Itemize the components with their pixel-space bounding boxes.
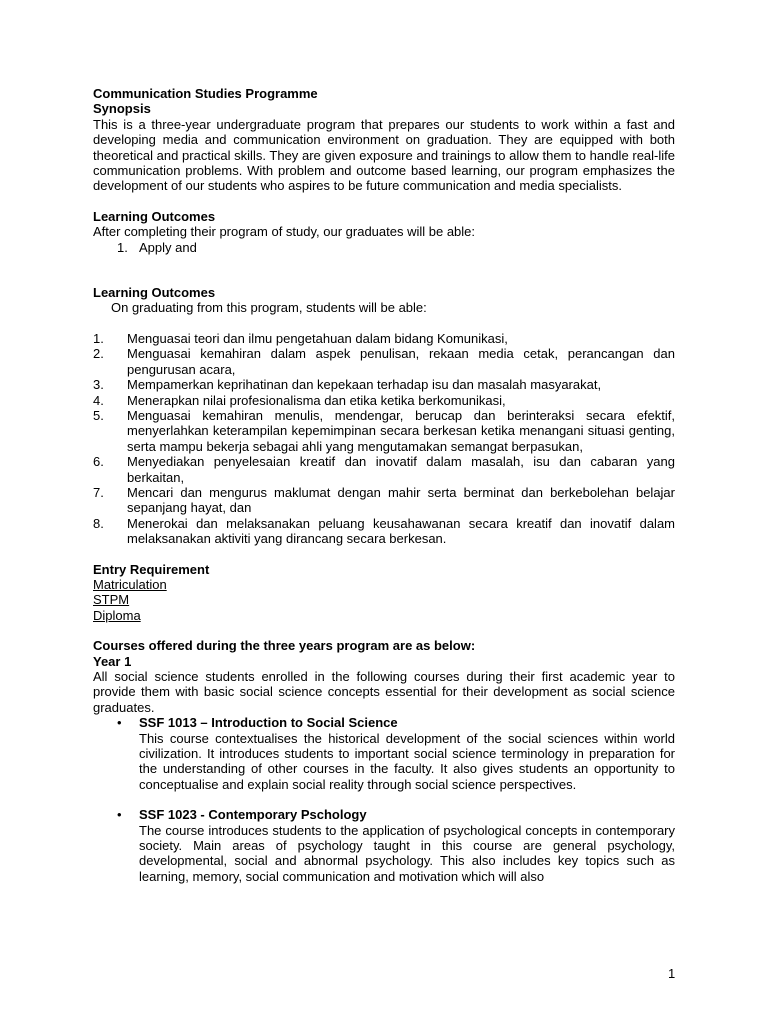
document-page	[93, 86, 675, 884]
list-number: 1.	[117, 239, 128, 255]
entry-requirement-heading: Entry Requirement	[93, 561, 210, 577]
year-intro: All social science students enrolled in the following courses during their first academic year to provide them with basic social science concepts essential for their development as social science graduates.	[93, 669, 675, 715]
learning-outcomes-heading-2: Learning Outcomes	[93, 285, 216, 301]
list-item-text: Mempamerkan keprihatinan dan kepekaan terhadap isu dan masalah masyarakat,	[127, 377, 602, 393]
course-description: The course introduces students to the application of psychological concepts in contemporary society. Main areas of psychology taught in this course are general psychology, developmental, social and abnormal psychology. This also includes key topics such as learning, memory, social communication and motivation which will also	[139, 822, 675, 884]
list-item-text: Mencari dan mengurus maklumat dengan mahir serta berminat dan berkebolehan belajar sepanjang hayat, dan	[127, 484, 675, 516]
list-number: 6.	[93, 454, 104, 470]
list-number: 1.	[93, 330, 104, 346]
list-item	[93, 331, 675, 346]
course-list	[93, 715, 675, 884]
list-number: 4.	[93, 392, 104, 408]
list-number: 5.	[93, 407, 104, 423]
list-item-text: Menerapkan nilai profesionalisma dan etika ketika berkomunikasi,	[127, 392, 506, 408]
bullet-icon: •	[117, 715, 122, 731]
list-item	[93, 393, 675, 408]
page-number: 1	[668, 966, 676, 981]
course-item	[93, 807, 675, 884]
synopsis-heading: Synopsis	[93, 101, 151, 117]
learning-outcomes-list-1	[93, 240, 675, 255]
course-item	[93, 715, 675, 792]
course-description: This course contextualises the historical development of the social sciences within world civilization. It introduces students to important social science terminology in preparation for the understanding of other courses in the faculty. It also gives students an opportunity to conceptualise and explain social reality through social science perspectives.	[139, 730, 675, 792]
learning-outcomes-list-2	[93, 331, 675, 547]
list-item-text: Menguasai kemahiran menulis, mendengar, berucap dan berinteraksi secara efektif, menyerlahkan keterampilan kepemimpinan secara berkesan ketika menangani situasi genting, serta mampu bekerja sebagai ahli yang mengutamakan semangat berpasukan,	[127, 407, 675, 454]
synopsis-text: This is a three-year undergraduate program that prepares our students to work within a fast and developing media and communication environment on graduation. They are equipped with both theoretical and practical skills. They are given exposure and trainings to allow them to handle real-life communication problems. With problem and outcome based learning, our program emphasizes the development of our students who aspires to be future communication and media specialists.	[93, 116, 675, 194]
list-item-text: Menerokai dan melaksanakan peluang keusahawanan secara kreatif dan inovatif dalam melaksanakan aktiviti yang dirancang secara berkesan.	[127, 515, 675, 547]
list-number: 7.	[93, 484, 104, 500]
link-diploma[interactable]: Diploma	[93, 607, 141, 623]
list-item	[93, 377, 675, 392]
bullet-icon: •	[117, 807, 122, 823]
list-item-text: Menguasai teori dan ilmu pengetahuan dalam bidang Komunikasi,	[127, 330, 508, 346]
list-number: 2.	[93, 346, 104, 362]
list-item	[93, 516, 675, 547]
list-item-text: Apply and	[139, 239, 197, 255]
list-item	[93, 408, 675, 454]
list-item	[93, 485, 675, 516]
document-title: Communication Studies Programme	[93, 86, 318, 101]
list-number: 8.	[93, 515, 104, 531]
courses-heading: Courses offered during the three years program are as below:	[93, 638, 476, 654]
list-item-text: Menguasai kemahiran dalam aspek penulisan, rekaan media cetak, perancangan dan pengurusan acara,	[127, 346, 675, 377]
course-title: SSF 1013 – Introduction to Social Science	[139, 715, 398, 731]
year-heading: Year 1	[93, 653, 132, 669]
list-item-text: Menyediakan penyelesaian kreatif dan inovatif dalam masalah, isu dan cabaran yang berkaitan,	[127, 454, 675, 485]
list-item	[93, 240, 675, 255]
learning-outcomes-intro-1: After completing their program of study, our graduates will be able:	[93, 224, 476, 240]
list-item	[93, 346, 675, 377]
link-matriculation[interactable]: Matriculation	[93, 576, 167, 592]
learning-outcomes-heading-1: Learning Outcomes	[93, 208, 216, 224]
link-stpm[interactable]: STPM	[93, 592, 130, 608]
course-title: SSF 1023 - Contemporary Pschology	[139, 807, 367, 823]
list-number: 3.	[93, 377, 104, 393]
learning-outcomes-intro-2: On graduating from this program, students will be able:	[111, 300, 427, 316]
list-item	[93, 454, 675, 485]
